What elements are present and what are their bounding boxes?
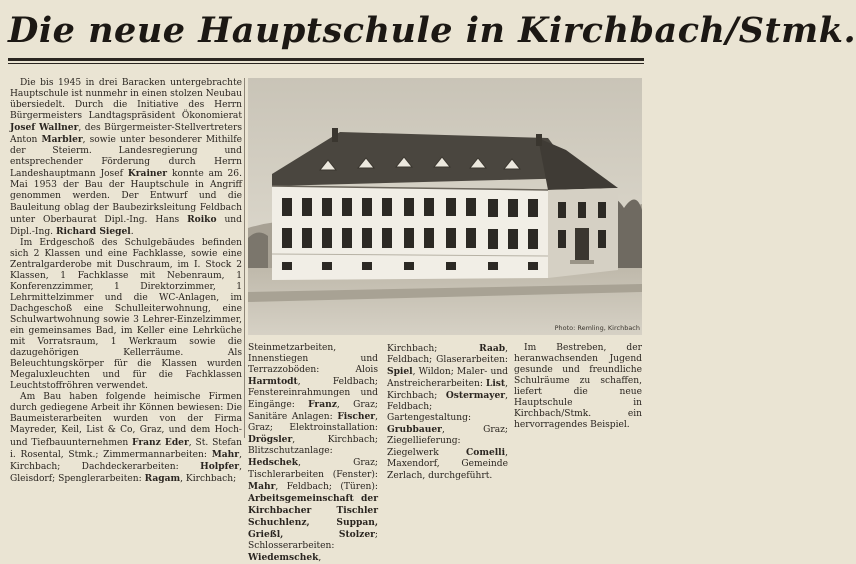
paragraph-firms [10, 392, 242, 484]
text-run: , Graz; Sanitäre Anlagen: [248, 400, 378, 423]
bold-name: Fischer [337, 411, 376, 423]
headline-rule [8, 58, 644, 61]
bold-name: List [485, 378, 506, 390]
text-run: Am Bau haben folgende heimische Firmen durch gediegene Arbeit ihr Können bewiesen: Die Baumeisterarbeiten wurden von der Firma Mayreder, Keil, List & Co, Graz, und dem Hoch- und Tiefbauunternehmen [10, 392, 242, 448]
text-run: ; Schlosserarbeiten: [248, 529, 378, 551]
text-run: , Kirchbach; Blitzschutzanlage: [248, 435, 378, 457]
bold-name: Josef Wallner [10, 122, 79, 134]
headline: Die neue Hauptschule in Kirchbach/Stmk. [8, 10, 856, 51]
text-run: , Feldbach; Fenstereinrahmungen und Eingänge: [248, 377, 378, 411]
bold-name: Mahr [248, 480, 276, 492]
text-run: , Wildon; Maler- und Anstreicherarbeiten: [387, 367, 508, 390]
text-run: , [318, 552, 322, 563]
article-bottom-column-3 [514, 343, 642, 431]
article-bottom-column-2 [387, 343, 508, 482]
article-bottom-column-1 [248, 343, 378, 564]
text-run: , Kirchbach; [387, 379, 508, 402]
bold-name: Wiedemschek [248, 551, 319, 563]
text-run: , Maxendorf, Gemeinde Zerlach, durchgeführt. [387, 448, 508, 481]
text-run: . [130, 226, 134, 237]
text-run: konnte am 26. Mai 1953 der Bau der Hauptschule in Angriff genommen werden. Der Entwurf und die Bauleitung oblag der Baubezirksleitung Feldbach unter Oberbaurat Dipl.-Ing. Hans [10, 169, 242, 225]
bold-name: Raab [479, 343, 506, 354]
paragraph-rooms: Im Erdgeschoß des Schulgebäudes befinden sich 2 Klassen und eine Fachklasse, sowie eine Zentralgarderobe mit Duschraum, im I. Stock 2 Klassen, 1 Fachklasse mit Nebenraum, 1 Konferenzzimmer, 1 Direktorzimmer, 1 Lehrmittelzimmer und die WC-Anlagen, im Dachgeschoß eine Schulleiterwohnung, eine Schulwartwohnung sowie 3 Lehrer-Einzelzimmer, ein gemeinsames Bad, im Keller eine Lehrküche mit Vorratsraum, 1 Werkraum sowie die dazugehörigen Kellerräume. Als Beleuchtungskörper für die Klassen wurden Megaluxleuchten und für die Fachklassen Leuchtstoffröhren verwendet. [10, 237, 242, 392]
bold-name: Spiel [387, 366, 413, 378]
article-left-column [10, 78, 242, 485]
text-run: , Graz; Elektroinstallation: [248, 412, 378, 434]
bold-name: Holpfer [200, 460, 240, 472]
bold-name: Krainer [127, 168, 168, 180]
bold-name: Richard Siegel [55, 225, 131, 237]
text-run: , Kirchbach; Dachdeckerarbeiten: [10, 449, 242, 472]
paragraph-closing-text: Im Bestreben, der heranwachsenden Jugend gesunde und freundliche Schulräume zu schaffen, liefert die neue Hauptschule in Kirchbach/Stmk. ein hervorragendes Beispiel. [514, 343, 642, 431]
text-run: , sowie unter besonderer Mithilfe der Steierm. Landesregierung und entsprechender Förderung durch Herrn Landeshauptmann Josef [10, 135, 242, 180]
text-run: , St. Stefan i. Rosental, Stmk.; Zimmermannarbeiten: [10, 437, 242, 460]
bold-name: Comelli [466, 447, 506, 459]
text-run: , Graz; Ziegellieferung: Ziegelwerk [387, 425, 508, 459]
text-run: , Feldbach; Gartengestaltung: [387, 391, 508, 424]
bold-name: Grubbauer [387, 424, 442, 436]
school-building-photo [248, 78, 642, 335]
text-run: , Graz; Tischlerarbeiten (Fenster): [248, 458, 378, 480]
text-run: Kirchbach; [387, 344, 480, 354]
bold-name: Ragam [144, 472, 181, 484]
text-run: , Kirchbach; [180, 473, 237, 484]
bold-name: Franz [308, 399, 337, 411]
bold-name: Harmtodt [248, 376, 298, 388]
bold-name: Hedschek [248, 457, 299, 469]
text-run: , Gleisdorf; Spenglerarbeiten: [10, 461, 242, 484]
bold-name: Franz Eder [132, 436, 189, 448]
bold-name: Ostermayer [445, 390, 506, 402]
bold-name: Roiko [187, 213, 217, 225]
text-run: Steinmetzarbeiten, Innenstiegen und Terrazzoböden: Alois [248, 343, 378, 376]
bold-name: Drögsler [248, 434, 293, 446]
text-run: und Dipl.-Ing. [10, 214, 242, 237]
text-run: Die bis 1945 in drei Baracken untergebrachte Hauptschule ist nunmehr in einen stolzen Neubau übersiedelt. Durch die Initiative des Herrn Bürgermeisters Landtagspräsident Ökonomierat [10, 78, 242, 122]
text-run: , Feldbach; (Türen): [275, 481, 378, 492]
headline-rule-thin [8, 63, 644, 64]
paragraph-trades-1 [248, 343, 378, 564]
bold-name: Arbeitsgemeinschaft der Kirchbacher Tischler Schuchlenz, Suppan, Grießl, Stolzer [248, 492, 378, 540]
bold-name: Mahr [211, 448, 240, 460]
photo-credit: Photo: Remling, Kirchbach [554, 324, 640, 332]
column-divider [244, 78, 245, 438]
text-run: , des Bürgermeister-Stellvertreters Anton [10, 123, 242, 146]
text-run: , Feldbach; Glaserarbeiten: [387, 344, 508, 366]
paragraph-trades-2 [387, 343, 508, 482]
bold-name: Marbler [41, 134, 83, 146]
paragraph-intro [10, 78, 242, 238]
